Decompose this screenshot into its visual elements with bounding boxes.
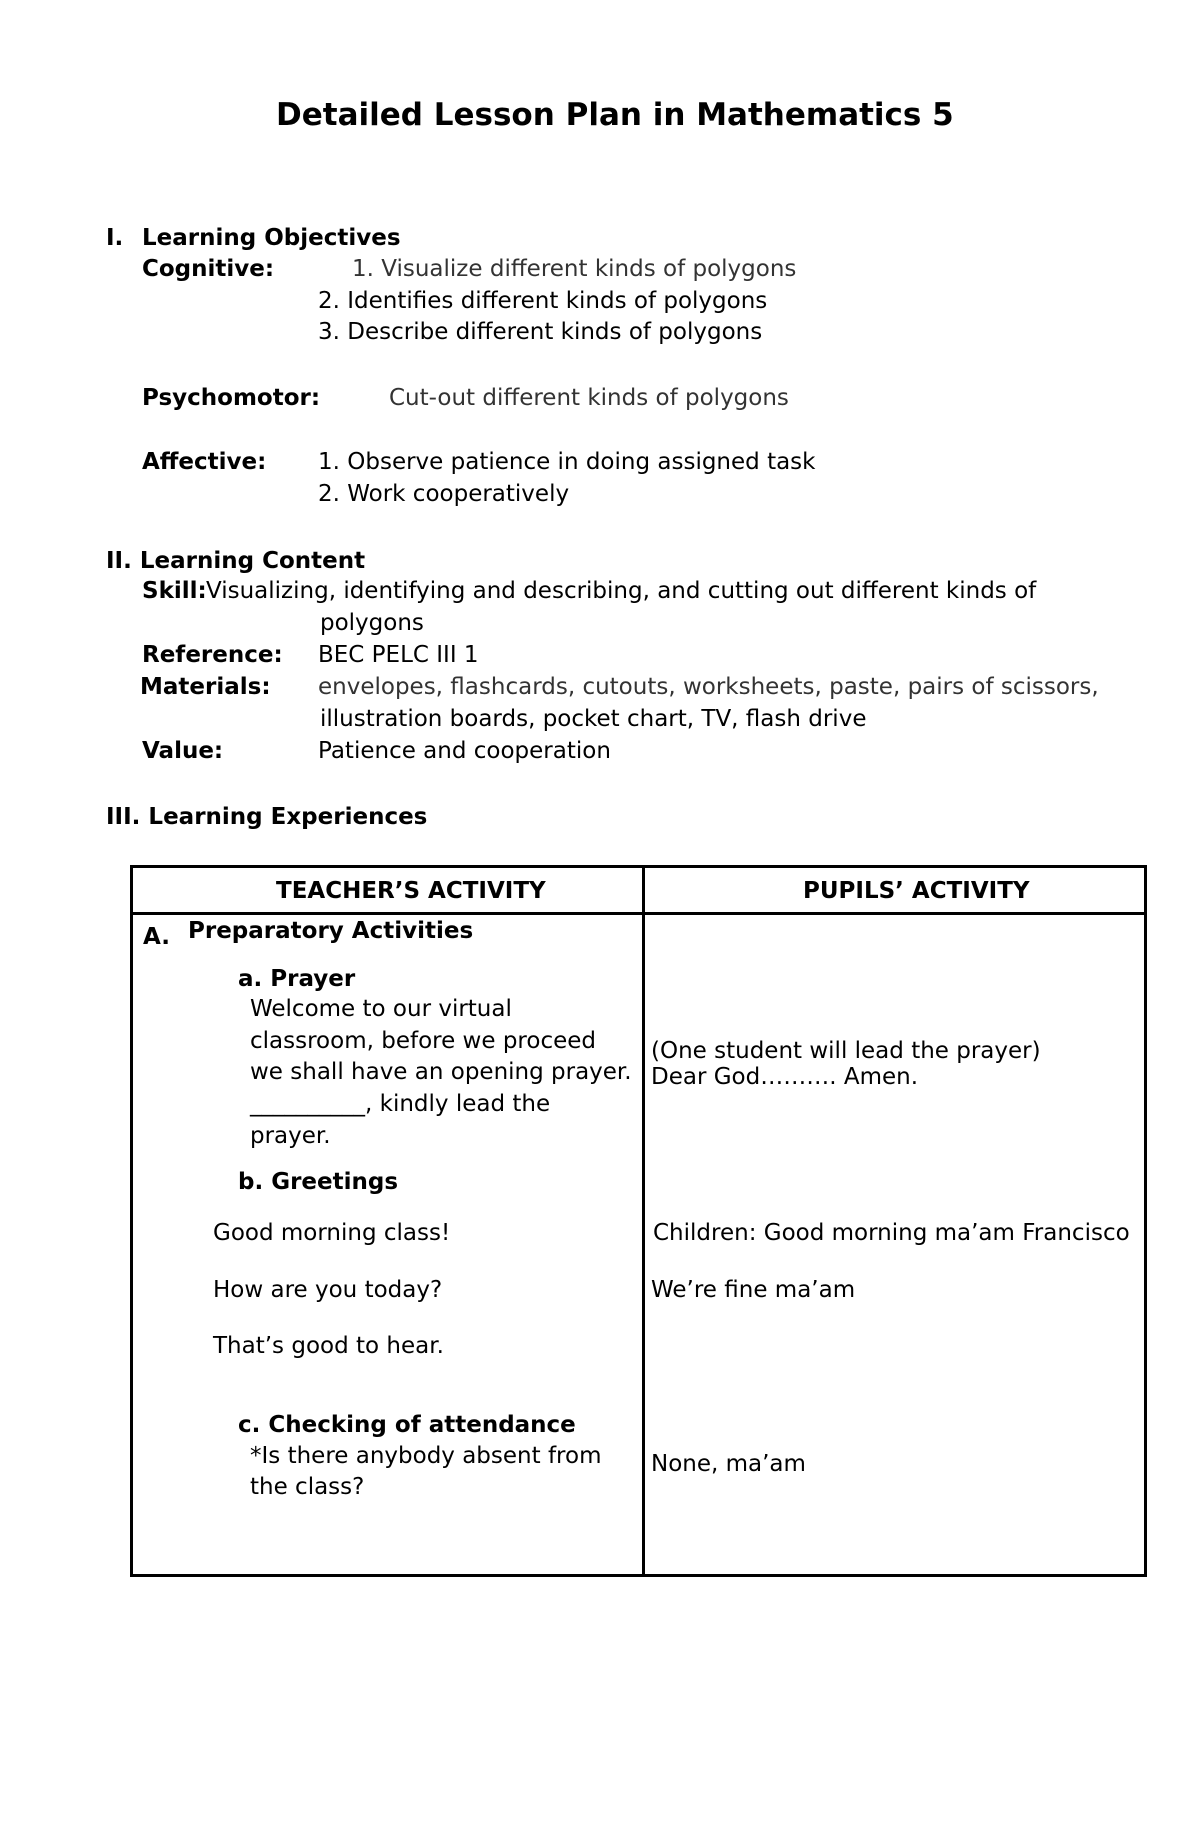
table-header-divider xyxy=(133,912,1144,915)
greeting-response-2: We’re fine ma’am xyxy=(651,1277,856,1303)
prayer-line-5: prayer. xyxy=(250,1123,331,1149)
psychomotor-text: Cut-out different kinds of polygons xyxy=(389,385,789,411)
objectives-heading-number: I. xyxy=(106,225,124,251)
value-label: Value: xyxy=(142,738,224,764)
materials-text: envelopes, flashcards, cutouts, worksheets, paste, pairs of scissors, xyxy=(318,674,1099,700)
attendance-title: c. Checking of attendance xyxy=(238,1412,576,1438)
attendance-line-1: *Is there anybody absent from xyxy=(250,1443,602,1469)
cognitive-item-1: 1. Visualize different kinds of polygons xyxy=(352,256,797,282)
pupils-activity-header: PUPILS’ ACTIVITY xyxy=(803,878,1030,904)
attendance-line-2: the class? xyxy=(250,1474,365,1500)
affective-item-1: 1. Observe patience in doing assigned task xyxy=(318,449,816,475)
psychomotor-label: Psychomotor: xyxy=(142,385,321,411)
prayer-response-1: (One student will lead the prayer) xyxy=(651,1038,1041,1064)
cognitive-label: Cognitive: xyxy=(142,256,275,282)
skill-label: Skill: xyxy=(142,578,207,604)
materials-label: Materials: xyxy=(140,674,271,700)
greetings-title: b. Greetings xyxy=(238,1169,399,1195)
greeting-teacher-1: Good morning class! xyxy=(213,1220,451,1246)
section-title: Preparatory Activities xyxy=(188,918,474,944)
prayer-line-2: classroom, before we proceed xyxy=(250,1028,596,1054)
value-text: Patience and cooperation xyxy=(318,738,611,764)
reference-label: Reference: xyxy=(142,642,283,668)
affective-label: Affective: xyxy=(142,449,267,475)
objectives-heading: Learning Objectives xyxy=(142,225,401,251)
materials-text-continued: illustration boards, pocket chart, TV, flash drive xyxy=(320,706,867,732)
greeting-teacher-3: That’s good to hear. xyxy=(213,1333,444,1359)
document-title: Detailed Lesson Plan in Mathematics 5 xyxy=(276,97,954,133)
teacher-activity-header: TEACHER’S ACTIVITY xyxy=(276,878,546,904)
reference-text: BEC PELC III 1 xyxy=(318,642,479,668)
prayer-response-2: Dear God………. Amen. xyxy=(651,1064,919,1090)
cognitive-item-2: 2. Identifies different kinds of polygons xyxy=(318,288,768,314)
prayer-line-4: __________, kindly lead the xyxy=(250,1091,551,1117)
experiences-heading: III. Learning Experiences xyxy=(106,804,428,830)
prayer-title: a. Prayer xyxy=(238,966,356,992)
table-column-divider xyxy=(642,868,645,1574)
cognitive-item-3: 3. Describe different kinds of polygons xyxy=(318,319,763,345)
section-letter: A. xyxy=(143,924,170,950)
activity-table xyxy=(130,865,1147,1577)
greeting-teacher-2: How are you today? xyxy=(213,1277,443,1303)
affective-item-2: 2. Work cooperatively xyxy=(318,481,570,507)
greeting-response-1: Children: Good morning ma’am Francisco xyxy=(653,1220,1130,1246)
skill-text: Visualizing, identifying and describing, and cutting out different kinds of xyxy=(206,578,1037,604)
prayer-line-3: we shall have an opening prayer. xyxy=(250,1059,632,1085)
content-heading: II. Learning Content xyxy=(106,548,366,574)
skill-text-continued: polygons xyxy=(320,610,424,636)
prayer-line-1: Welcome to our virtual xyxy=(250,996,512,1022)
attendance-response: None, ma’am xyxy=(651,1451,806,1477)
